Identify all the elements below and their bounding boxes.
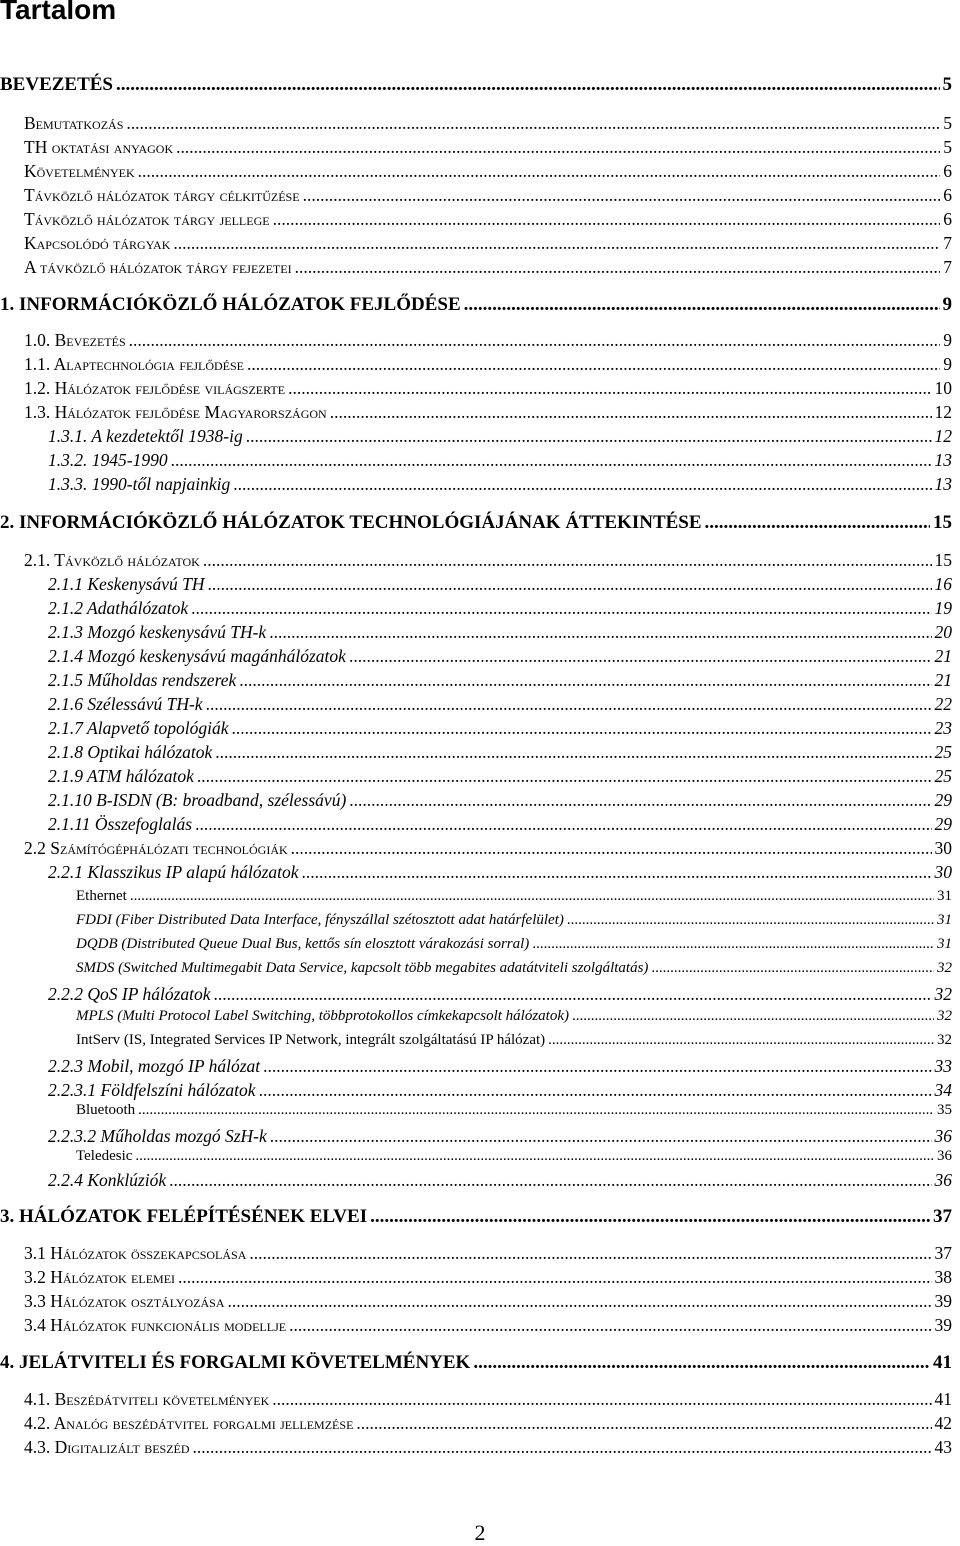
toc-entry-page: 38: [934, 1267, 952, 1287]
dot-leader: [233, 474, 931, 495]
toc-entry-page: 21: [934, 646, 952, 666]
dot-leader: [171, 450, 932, 471]
toc-entry-label: 1.3.1. A kezdetektől 1938-ig: [48, 426, 243, 446]
toc-entry[interactable]: [24, 354, 952, 375]
toc-entry-label: Teledesic: [76, 1148, 133, 1164]
toc-entry[interactable]: [24, 1243, 952, 1264]
toc-entry[interactable]: [76, 912, 952, 929]
toc-entry-label: 1.3.3. 1990-től napjainkig: [48, 474, 231, 494]
toc-entry[interactable]: [24, 1315, 952, 1336]
toc-entry[interactable]: [48, 718, 952, 739]
toc-entry[interactable]: [24, 233, 952, 254]
toc-entry-page: 34: [934, 1080, 952, 1100]
toc-entry[interactable]: [24, 1389, 952, 1410]
toc-entry-label: 2.1.6 Szélessávú TH-k: [48, 694, 203, 714]
dot-leader: [464, 294, 940, 316]
toc-entry-label: Kapcsolódó tárgyak: [24, 233, 171, 253]
toc-entry[interactable]: [24, 1291, 952, 1312]
dot-leader: [246, 426, 932, 447]
toc-entry-label: 3.1 Hálózatok összekapcsolása: [24, 1243, 247, 1263]
dot-leader: [288, 378, 931, 399]
toc-entry-page: 5: [943, 137, 952, 157]
toc-entry-label: TH oktatási anyagok: [24, 137, 174, 157]
dot-leader: [138, 1102, 934, 1119]
toc-entry-label: 2.2.3 Mobil, mozgó IP hálózat: [48, 1056, 261, 1076]
toc-entry-label: 4. JELÁTVITELI ÉS FORGALMI KÖVETELMÉNYEK: [0, 1352, 471, 1373]
toc-entry-label: Távközlő hálózatok tárgy jellege: [24, 209, 270, 229]
toc-entry-page: 5: [943, 113, 952, 133]
dot-leader: [193, 1437, 932, 1458]
toc-entry[interactable]: [24, 161, 952, 182]
toc-entry[interactable]: [48, 426, 952, 447]
toc-entry-page: 5: [942, 74, 952, 95]
toc-entry-page: 29: [934, 814, 952, 834]
toc-entry-label: 4.3. Digitalizált beszéd: [24, 1437, 190, 1457]
toc-entry-page: 12: [934, 426, 952, 446]
toc-entry-label: 2.2.3.2 Műholdas mozgó SzH-k: [48, 1126, 267, 1146]
toc-entry-page: 9: [942, 294, 952, 315]
dot-leader: [651, 960, 934, 977]
toc-entry-page: 9: [943, 330, 952, 350]
dot-leader: [263, 1056, 931, 1077]
dot-leader: [206, 694, 932, 715]
toc-entry-page: 37: [933, 1206, 952, 1227]
toc-entry-label: Bluetooth: [76, 1102, 136, 1118]
toc-entry[interactable]: [24, 257, 952, 278]
toc-entry-page: 20: [934, 622, 952, 642]
toc-entry[interactable]: [48, 790, 952, 811]
toc-entry[interactable]: [24, 137, 952, 158]
dot-leader: [273, 209, 941, 230]
toc-entry-label: 1.2. Hálózatok fejlődése világszerte: [24, 378, 286, 398]
dot-leader: [130, 888, 934, 905]
dot-leader: [178, 1267, 931, 1288]
toc-entry[interactable]: [48, 1080, 952, 1101]
toc-entry-page: 23: [934, 718, 952, 738]
toc-entry[interactable]: [48, 450, 952, 471]
toc-entry[interactable]: [24, 402, 952, 423]
dot-leader: [195, 814, 931, 835]
dot-leader: [548, 1032, 934, 1049]
toc-entry[interactable]: [48, 766, 952, 787]
toc-entry-label: 1.1. Alaptechnológia fejlődése: [24, 354, 244, 374]
toc-entry-page: 6: [943, 209, 952, 229]
toc-entry[interactable]: [48, 1170, 952, 1191]
toc-entry-page: 30: [934, 862, 952, 882]
toc-entry-page: 25: [934, 766, 952, 786]
dot-leader: [289, 1315, 931, 1336]
toc-entry-page: 13: [934, 450, 952, 470]
toc-entry[interactable]: [76, 888, 952, 905]
toc-entry[interactable]: [24, 378, 952, 399]
toc-entry-page: 41: [934, 1389, 952, 1409]
toc-entry[interactable]: [48, 814, 952, 835]
toc-entry-label: DQDB (Distributed Queue Dual Bus, kettős sín elosztott várakozási sorral): [76, 936, 530, 952]
toc-entry[interactable]: [24, 1437, 952, 1458]
toc-entry-label: SMDS (Switched Multimegabit Data Service, kapcsolt több megabites adatátviteli szolgáltatás): [76, 960, 649, 976]
toc-entry-page: 32: [937, 960, 952, 976]
toc-entry-page: 33: [934, 1056, 952, 1076]
toc-entry-label: 1. INFORMÁCIÓKÖZLŐ HÁLÓZATOK FEJLŐDÉSE: [0, 294, 461, 315]
toc-entry[interactable]: [0, 294, 952, 316]
toc-entry-page: 6: [943, 185, 952, 205]
toc-entry-page: 31: [937, 936, 952, 952]
toc-entry[interactable]: [24, 1267, 952, 1288]
toc-entry[interactable]: [0, 74, 952, 96]
toc-entry-label: 2.2.4 Konklúziók: [48, 1170, 167, 1190]
toc-entry-page: 36: [937, 1148, 952, 1164]
toc-entry-page: 37: [934, 1243, 952, 1263]
dot-leader: [169, 1170, 931, 1191]
toc-entry-page: 32: [937, 1008, 952, 1024]
toc-entry[interactable]: [48, 1126, 952, 1147]
toc-entry[interactable]: [24, 550, 952, 571]
page-title: Tartalom: [0, 0, 117, 25]
toc-entry-label: 3. HÁLÓZATOK FELÉPÍTÉSÉNEK ELVEI: [0, 1206, 368, 1227]
toc-entry[interactable]: [24, 1413, 952, 1434]
toc-entry-page: 31: [937, 888, 952, 904]
toc-entry[interactable]: [48, 1056, 952, 1077]
dot-leader: [208, 574, 932, 595]
toc-entry-page: 6: [943, 161, 952, 181]
toc-entry-page: 21: [934, 670, 952, 690]
toc-entry-label: 2.2.3.1 Földfelszíni hálózatok: [48, 1080, 256, 1100]
toc-entry-label: 2.1.1 Keskenysávú TH: [48, 574, 205, 594]
toc-entry-label: 2.1.4 Mozgó keskenysávú magánhálózatok: [48, 646, 346, 666]
toc-entry-label: 2.2 Számítógéphálózati technológiák: [24, 838, 288, 858]
toc-entry[interactable]: [24, 330, 952, 351]
toc-entry[interactable]: [48, 670, 952, 691]
dot-leader: [270, 1126, 932, 1147]
toc-entry-page: 42: [934, 1413, 952, 1433]
toc-entry-page: 10: [934, 378, 952, 398]
toc-entry-label: 1.3.2. 1945-1990: [48, 450, 168, 470]
toc-entry-page: 31: [937, 912, 952, 928]
dot-leader: [138, 161, 941, 182]
dot-leader: [197, 766, 932, 787]
toc-entry-page: 35: [937, 1102, 952, 1118]
toc-entry[interactable]: [48, 622, 952, 643]
toc-entry-label: 2.1.9 ATM hálózatok: [48, 766, 194, 786]
toc-entry-label: 2.2.2 QoS IP hálózatok: [48, 984, 211, 1004]
toc-entry-page: 22: [934, 694, 952, 714]
dot-leader: [567, 912, 934, 929]
dot-leader: [705, 512, 930, 534]
toc-entry[interactable]: [76, 1102, 952, 1119]
toc-entry-label: Távközlő hálózatok tárgy célkitűzése: [24, 185, 300, 205]
toc-entry[interactable]: [24, 185, 952, 206]
toc-entry-page: 39: [934, 1291, 952, 1311]
toc-entry-label: 3.2 Hálózatok elemei: [24, 1267, 176, 1287]
dot-leader: [129, 330, 941, 351]
toc-entry[interactable]: [76, 960, 952, 977]
toc-entry-label: Ethernet: [76, 888, 127, 904]
page-number: 2: [474, 1520, 486, 1545]
toc-entry[interactable]: [76, 1032, 952, 1049]
toc-entry-page: 32: [937, 1032, 952, 1048]
toc-entry-label: BEVEZETÉS: [0, 74, 113, 95]
dot-leader: [239, 670, 931, 691]
dot-leader: [572, 1008, 934, 1025]
dot-leader: [532, 936, 934, 953]
dot-leader: [176, 137, 940, 158]
toc-entry-label: 2.2.1 Klasszikus IP alapú hálózatok: [48, 862, 299, 882]
dot-leader: [291, 838, 932, 859]
dot-leader: [232, 718, 932, 739]
dot-leader: [191, 598, 931, 619]
toc-entry-label: MPLS (Multi Protocol Label Switching, többprotokollos címkekapcsolt hálózatok): [76, 1008, 569, 1024]
toc-entry-page: 39: [934, 1315, 952, 1335]
toc-entry[interactable]: [76, 1008, 952, 1025]
toc-entry-label: 4.1. Beszédátviteli követelmények: [24, 1389, 270, 1409]
toc-entry-label: 3.3 Hálózatok osztályozása: [24, 1291, 225, 1311]
toc-entry-page: 16: [934, 574, 952, 594]
toc-entry[interactable]: [48, 474, 952, 495]
dot-leader: [295, 257, 941, 278]
toc-entry-label: 2.1.8 Optikai hálózatok: [48, 742, 213, 762]
dot-leader: [228, 1291, 932, 1312]
toc-entry-page: 32: [934, 984, 952, 1004]
toc-entry[interactable]: [0, 1206, 952, 1228]
toc-entry[interactable]: [48, 694, 952, 715]
dot-leader: [247, 354, 940, 375]
toc-entry[interactable]: [48, 742, 952, 763]
toc-entry-label: Követelmények: [24, 161, 135, 181]
toc-entry[interactable]: [48, 984, 952, 1005]
dot-leader: [173, 233, 940, 254]
toc-entry-label: 1.0. Bevezetés: [24, 330, 126, 350]
toc-entry-label: 2.1.5 Műholdas rendszerek: [48, 670, 237, 690]
toc-entry[interactable]: [24, 838, 952, 859]
dot-leader: [303, 185, 941, 206]
toc-entry[interactable]: [48, 862, 952, 883]
dot-leader: [126, 113, 940, 134]
toc-entry-page: 9: [943, 354, 952, 374]
toc-entry-label: A távközlő hálózatok tárgy fejezetei: [24, 257, 292, 277]
toc-entry-label: 2.1.7 Alapvető topológiák: [48, 718, 229, 738]
toc-entry-page: 19: [934, 598, 952, 618]
toc-entry-page: 36: [934, 1126, 952, 1146]
dot-leader: [349, 790, 931, 811]
toc-entry[interactable]: [48, 598, 952, 619]
toc-entry-label: 2.1.2 Adathálózatok: [48, 598, 189, 618]
dot-leader: [215, 742, 931, 763]
toc-entry-label: 2.1.10 B-ISDN (B: broadband, szélessávú): [48, 790, 347, 810]
toc-entry[interactable]: [76, 1148, 952, 1165]
dot-leader: [214, 984, 932, 1005]
toc-entry-label: 2. INFORMÁCIÓKÖZLŐ HÁLÓZATOK TECHNOLÓGIÁJÁNAK ÁTTEKINTÉSE: [0, 512, 702, 533]
dot-leader: [370, 1206, 930, 1228]
toc-entry[interactable]: [76, 936, 952, 953]
toc-entry-page: 15: [933, 512, 952, 533]
dot-leader: [249, 1243, 931, 1264]
toc-entry[interactable]: [48, 646, 952, 667]
toc-entry-page: 43: [934, 1437, 952, 1457]
toc-entry[interactable]: [24, 113, 952, 134]
toc-entry-page: 25: [934, 742, 952, 762]
toc-entry[interactable]: [48, 574, 952, 595]
toc-entry-page: 7: [943, 233, 952, 253]
dot-leader: [116, 74, 940, 96]
dot-leader: [259, 1080, 932, 1101]
toc-entry[interactable]: [24, 209, 952, 230]
toc-entry-label: 2.1. Távközlő hálózatok: [24, 550, 200, 570]
dot-leader: [203, 550, 932, 571]
toc-entry-page: 36: [934, 1170, 952, 1190]
toc-entry-page: 15: [934, 550, 952, 570]
dot-leader: [473, 1352, 930, 1374]
toc-entry-label: FDDI (Fiber Distributed Data Interface, fényszállal szétosztott adat határfelület): [76, 912, 564, 928]
dot-leader: [349, 646, 932, 667]
dot-leader: [356, 1413, 931, 1434]
toc-entry-page: 12: [934, 402, 952, 422]
toc-entry-page: 29: [934, 790, 952, 810]
toc-entry-label: 2.1.3 Mozgó keskenysávú TH-k: [48, 622, 267, 642]
dot-leader: [302, 862, 932, 883]
toc-entry-label: 2.1.11 Összefoglalás: [48, 814, 193, 834]
toc-entry-label: 3.4 Hálózatok funkcionális modellje: [24, 1315, 287, 1335]
toc-entry[interactable]: [0, 512, 952, 534]
toc-entry-label: 1.3. Hálózatok fejlődése Magyarországon: [24, 402, 327, 422]
toc-entry-page: 30: [934, 838, 952, 858]
dot-leader: [269, 622, 931, 643]
toc-entry-page: 41: [933, 1352, 952, 1373]
toc-entry-label: IntServ (IS, Integrated Services IP Network, integrált szolgáltatású IP hálózat): [76, 1032, 546, 1048]
toc-entry-page: 7: [943, 257, 952, 277]
dot-leader: [330, 402, 932, 423]
toc-entry-page: 13: [934, 474, 952, 494]
dot-leader: [272, 1389, 931, 1410]
toc-entry[interactable]: [0, 1352, 952, 1374]
toc-entry-label: Bemutatkozás: [24, 113, 124, 133]
dot-leader: [135, 1148, 934, 1165]
toc-entry-label: 4.2. Analóg beszédátvitel forgalmi jellemzése: [24, 1413, 354, 1433]
